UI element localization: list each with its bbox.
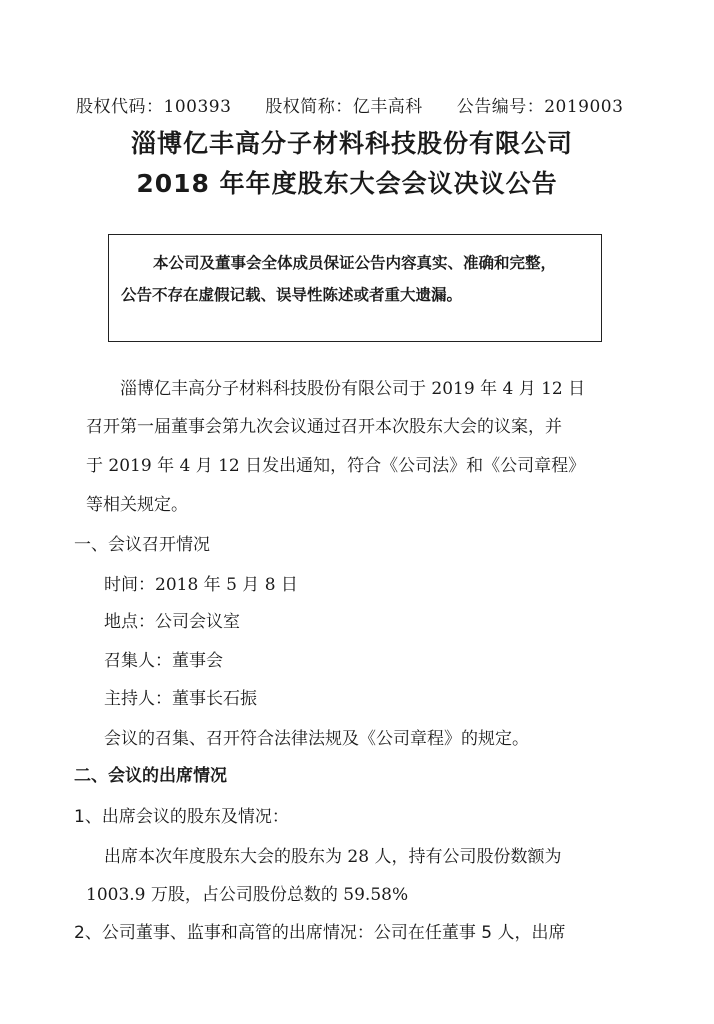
meeting-place: 地点：公司会议室: [104, 612, 240, 632]
document-title-line2: 2018 年年度股东大会会议决议公告: [136, 169, 558, 198]
intro-line4: 等相关规定。: [86, 495, 188, 515]
notice-number: 公告编号：2019003: [456, 97, 624, 117]
document-header: [76, 96, 651, 118]
meeting-compliance: 会议的召集、召开符合法律法规及《公司章程》的规定。: [104, 729, 529, 749]
document-title-line1: 淄博亿丰高分子材料科技股份有限公司: [130, 129, 573, 158]
section2-item1-line1: 出席本次年度股东大会的股东为 28 人，持有公司股份数额为: [104, 847, 562, 867]
intro-line1: 淄博亿丰高分子材料科技股份有限公司于 2019 年 4 月 12 日: [120, 379, 586, 399]
section1-heading: 一、会议召开情况: [74, 535, 210, 555]
notice-line2: 公告不存在虚假记载、误导性陈述或者重大遗漏。: [121, 286, 463, 304]
meeting-host: 主持人：董事长石振: [104, 689, 257, 709]
notice-box: [108, 234, 602, 342]
notice-line1: 本公司及董事会全体成员保证公告内容真实、准确和完整，: [153, 254, 557, 272]
section2-item1-line2: 1003.9 万股，占公司股份总数的 59.58%: [86, 885, 409, 905]
section2-heading: 二、会议的出席情况: [74, 766, 227, 786]
intro-line3: 于 2019 年 4 月 12 日发出通知，符合《公司法》和《公司章程》: [86, 456, 586, 476]
stock-name: 股权简称：亿丰高科: [265, 97, 423, 117]
meeting-convener: 召集人：董事会: [104, 651, 223, 671]
intro-line2: 召开第一届董事会第九次会议通过召开本次股东大会的议案，并: [86, 417, 562, 437]
section2-item1-heading: 1、出席会议的股东及情况：: [74, 807, 289, 827]
section2-item2-line1: 2、公司董事、监事和高管的出席情况：公司在任董事 5 人，出席: [74, 923, 566, 943]
stock-code: 股权代码：100393: [76, 97, 232, 117]
meeting-time: 时间：2018 年 5 月 8 日: [104, 575, 298, 595]
